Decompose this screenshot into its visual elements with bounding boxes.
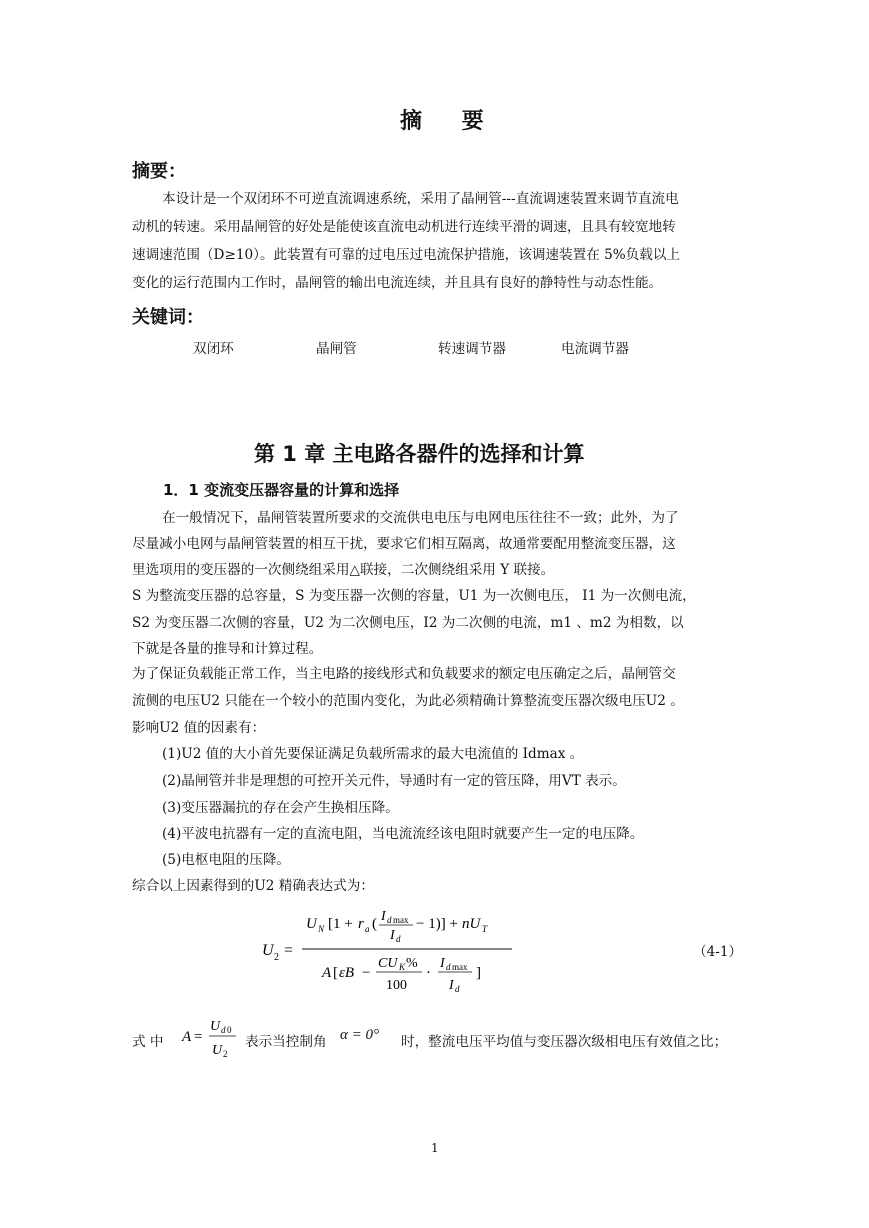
svg-text:I: I [440,956,445,971]
symbols-line: 下就是各量的推导和计算过程。 [132,641,323,657]
summary-line: 综合以上因素得到的U2 精确表达式为： [132,878,374,894]
symbols-line: S2 为变压器二次侧的容量，U2 为二次侧电压，I2 为二次侧的电流，m1 、m2 为相数，以 [132,615,684,631]
factor-item: (1)U2 值的大小首先要保证满足负载所需求的最大电流值的 Idmax 。 [162,746,584,762]
factor-item: (2)晶闸管并非是理想的可控开关元件，导通时有一定的管压降，用VT 表示。 [162,773,626,789]
svg-text:2: 2 [274,952,279,963]
svg-text:d: d [446,962,451,972]
svg-text:a: a [365,924,370,934]
svg-text:CU: CU [378,956,398,971]
svg-text:− 1)] +: − 1)] + [416,916,458,932]
where-prefix: 式 中 [132,1034,164,1050]
factor-item: (3)变压器漏抗的存在会产生换相压降。 [162,800,399,816]
alpha-equation: α = 0° [340,1027,379,1043]
svg-text:max: max [393,915,409,925]
page-title: 摘 要 [400,108,500,134]
body-line: 里选项用的变压器的一次侧绕组采用△联接，二次侧绕组采用 Y 联接。 [132,562,555,578]
svg-text:=: = [194,1029,203,1045]
svg-text:U: U [210,1019,221,1034]
where-formula-graphic [180,1014,242,1064]
svg-text:T: T [482,924,488,934]
svg-text:nU: nU [462,916,481,932]
svg-text:r: r [358,916,364,932]
formula-4-1 [258,900,528,1000]
svg-text:N: N [318,924,325,934]
svg-text:]: ] [476,965,481,981]
abstract-heading: 摘要： [132,161,186,182]
svg-text:I: I [449,978,454,993]
symbols-line: S 为整流变压器的总容量，S 为变压器一次侧的容量，U1 为一次侧电压， I1 为一次侧电流， [132,588,696,604]
svg-text:100: 100 [386,978,407,993]
keyword-item: 双闭环 [193,341,234,357]
svg-text:εB: εB [339,965,355,981]
svg-text:d: d [387,915,392,925]
body-line: 尽量减小电网与晶闸管装置的相互干扰，要求它们相互隔离，故通常要配用整流变压器，这 [132,536,676,552]
svg-text:A: A [322,965,332,981]
svg-text:U: U [262,942,274,959]
where-text-a: 表示当控制角 [245,1034,327,1050]
body-line: 影响U2 值的因素有： [132,720,266,736]
svg-text:U: U [306,916,317,932]
keyword-item: 转速调节器 [438,341,506,357]
factor-item: (5)电枢电阻的压降。 [162,852,291,868]
svg-text:A: A [182,1029,192,1045]
formula-number: （4-1） [693,944,743,960]
body-line: 在一般情况下，晶闸管装置所要求的交流供电电压与电网电压往往不一致；此外，为了 [162,510,679,526]
where-text-b: 时，整流电压平均值与变压器次级相电压有效值之比； [401,1034,728,1050]
page-number: 1 [431,1141,439,1155]
svg-text:I: I [381,909,386,924]
keyword-item: 电流调节器 [561,341,629,357]
svg-text:[: [ [333,965,338,981]
keywords-heading: 关键词： [132,307,204,328]
keyword-item: 晶闸管 [316,341,357,357]
svg-text:(: ( [372,916,377,932]
chapter-title: 第 1 章 主电路各器件的选择和计算 [254,442,585,466]
svg-text:2: 2 [223,1049,228,1059]
formula-graphic [258,900,528,1000]
body-line: 流侧的电压U2 只能在一个较小的范围内变化，为此必须精确计算整流变压器次级电压U2 。 [132,693,684,709]
svg-text:max: max [452,962,468,972]
where-formula [180,1014,242,1064]
svg-text:K: K [399,962,406,972]
svg-text:U: U [212,1043,223,1058]
svg-text:d: d [221,1025,226,1035]
abstract-line-3: 速调速范围（D≥10）。此装置有可靠的过电压过电流保护措施，该调速装置在 5%负载以上 [132,247,681,263]
svg-text:−: − [362,965,371,981]
abstract-line-4: 变化的运行范围内工作时，晶闸管的输出电流连续，并且具有良好的静特性与动态性能。 [132,275,663,291]
svg-text:0: 0 [227,1025,232,1035]
svg-text:I: I [390,928,395,943]
svg-text:d: d [455,984,460,994]
svg-text:·: · [426,965,431,981]
svg-text:=: = [284,942,294,959]
factor-item: (4)平波电抗器有一定的直流电阻，当电流流经该电阻时就要产生一定的电压降。 [162,826,644,842]
abstract-line-2: 动机的转速。采用晶闸管的好处是能使该直流电动机进行连续平滑的调速，且具有较宽地转 [132,219,676,235]
svg-text:d: d [396,934,401,944]
svg-text:%: % [406,956,418,971]
section-title: 1．1 变流变压器容量的计算和选择 [163,481,400,499]
body-line: 为了保证负载能正常工作，当主电路的接线形式和负载要求的额定电压确定之后，晶闸管交 [132,666,676,682]
abstract-line-1: 本设计是一个双闭环不可逆直流调速系统，采用了晶闸管---直流调速装置来调节直流电 [162,191,679,207]
svg-text:[1 +: [1 + [328,916,353,932]
